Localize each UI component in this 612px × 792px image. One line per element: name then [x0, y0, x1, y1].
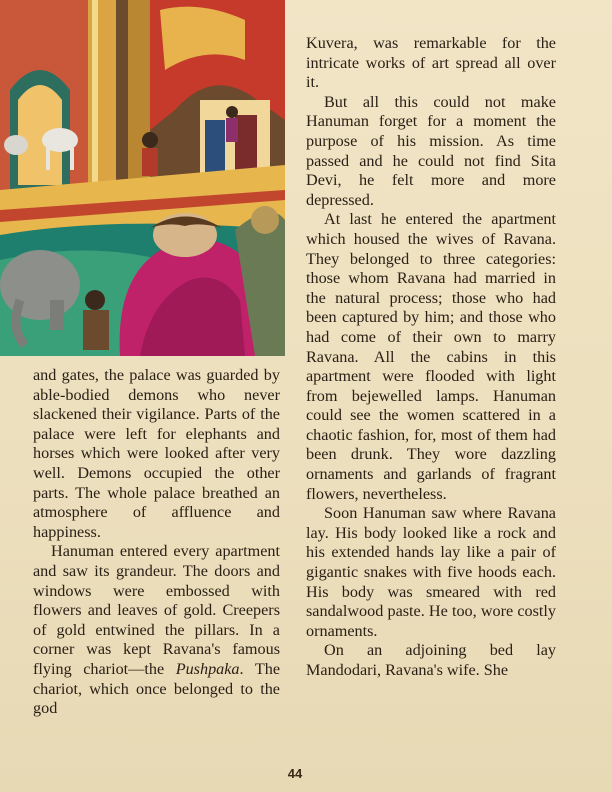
right-paragraph-2: But all this could not make Hanuman forget for a moment the purpose of his mission. As time passed and he could not find Sita Devi, he felt more and more depressed. — [306, 92, 556, 209]
right-paragraph-1: Kuvera, was remarkable for the intricate works of art spread all over it. — [306, 34, 556, 92]
right-paragraph-5: On an adjoining bed lay Mandodari, Ravana's wife. She — [306, 641, 556, 679]
right-text-column — [306, 34, 556, 681]
left-paragraph-2 — [33, 542, 280, 718]
left-paragraph-2-end: . The chariot, which once belonged to the god — [33, 659, 281, 718]
palace-illustration — [0, 0, 285, 356]
left-text-column — [33, 366, 280, 719]
right-paragraph-3: At last he entered the apartment which housed the wives of Ravana. They belonged to three categories: those whom Ravana had married in the natural process; those who had been captured by him; and those who had come of their own to marry Ravana. All the cabins in this apartment were flooded with light from bejewelled lamps. Hanuman could see the women scattered in a chaotic fashion, for, most of them had been drunk. They wore dazzling ornaments and garlands of fragrant flowers, nevertheless. — [306, 210, 556, 503]
left-paragraph-2-text: Hanuman entered every apartment and saw its grandeur. The doors and windows were embossed with flowers and leaves of gold. Creepers of gold entwined the pillars. In a corner was kept Ravana's famous flying chariot—the — [33, 542, 280, 678]
left-paragraph-1: and gates, the palace was guarded by able-bodied demons who never slackened their vigilance. Parts of the palace were left for elephants and horses which were looked after very well. Demons occupied the other parts. The whole palace breathed an atmosphere of affluence and happiness. — [33, 366, 280, 541]
pushpaka-term: Pushpaka — [175, 659, 240, 678]
elephant — [0, 250, 80, 320]
page-number: 44 — [287, 766, 303, 781]
palace-scene-drawing — [0, 0, 285, 356]
right-paragraph-4: Soon Hanuman saw where Ravana lay. His body looked like a rock and his extended hands lay like a pair of gigantic snakes with five hoods each. His body was smeared with red sandalwood paste. He too, wore costly ornaments. — [306, 504, 556, 640]
